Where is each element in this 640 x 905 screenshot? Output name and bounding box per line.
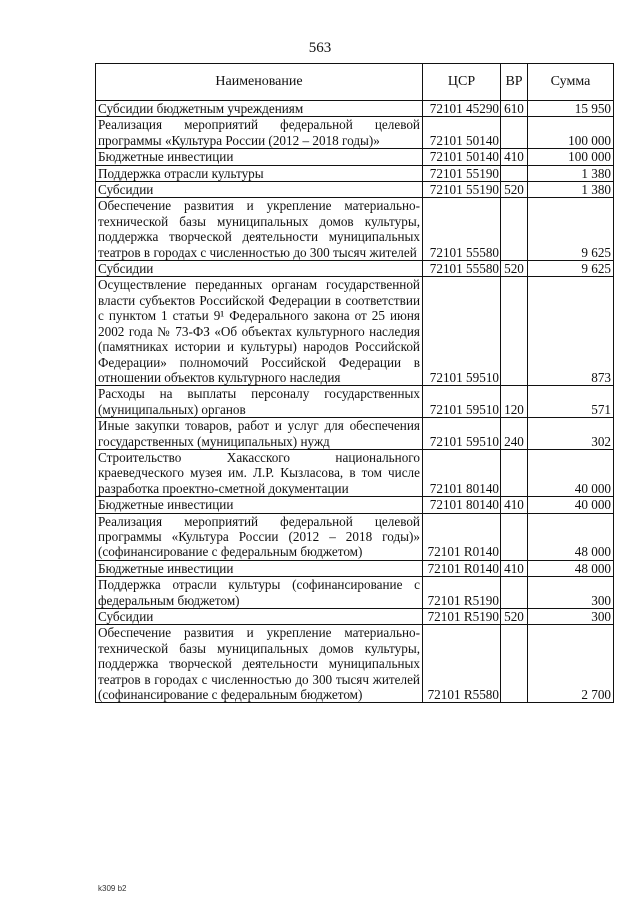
cell-csr: 72101 59510 (423, 386, 501, 418)
cell-vr (501, 117, 528, 149)
cell-vr (501, 198, 528, 261)
cell-csr: 72101 50140 (423, 149, 501, 165)
cell-vr (501, 449, 528, 496)
table-row (96, 418, 614, 450)
table-row (96, 101, 614, 117)
footer-code: k309 b2 (98, 884, 127, 893)
cell-sum: 2 700 (528, 625, 614, 703)
header-sum: Сумма (528, 64, 614, 101)
cell-name: Бюджетные инвестиции (96, 149, 423, 165)
cell-sum: 48 000 (528, 513, 614, 560)
header-vr: ВР (501, 64, 528, 101)
cell-sum: 40 000 (528, 497, 614, 513)
cell-sum: 571 (528, 386, 614, 418)
cell-vr: 410 (501, 149, 528, 165)
table-header-row (96, 64, 614, 101)
cell-vr: 610 (501, 101, 528, 117)
cell-csr: 72101 55190 (423, 182, 501, 198)
cell-vr: 120 (501, 386, 528, 418)
cell-vr (501, 625, 528, 703)
cell-csr: 72101 59510 (423, 277, 501, 386)
table-row (96, 117, 614, 149)
cell-csr: 72101 50140 (423, 117, 501, 149)
cell-name: Субсидии (96, 609, 423, 625)
table-row (96, 560, 614, 576)
cell-sum: 48 000 (528, 560, 614, 576)
cell-csr: 72101 45290 (423, 101, 501, 117)
cell-vr: 520 (501, 609, 528, 625)
table-body (96, 101, 614, 703)
cell-sum: 1 380 (528, 182, 614, 198)
cell-vr: 410 (501, 497, 528, 513)
table-row (96, 497, 614, 513)
table-row (96, 609, 614, 625)
cell-vr: 410 (501, 560, 528, 576)
cell-sum: 9 625 (528, 261, 614, 277)
cell-name: Реализация мероприятий федеральной целевой программы «Культура России (2012 – 2018 годы)» (софинансирование с федеральным бюджетом) (96, 513, 423, 560)
page-number: 563 (308, 40, 332, 56)
cell-name: Бюджетные инвестиции (96, 497, 423, 513)
table-row (96, 261, 614, 277)
header-name: Наименование (96, 64, 423, 101)
cell-vr (501, 513, 528, 560)
cell-name: Бюджетные инвестиции (96, 560, 423, 576)
cell-csr: 72101 R5190 (423, 577, 501, 609)
budget-table (95, 63, 614, 703)
cell-csr: 72101 R5580 (423, 625, 501, 703)
table-row (96, 182, 614, 198)
cell-sum: 300 (528, 577, 614, 609)
cell-csr: 72101 80140 (423, 449, 501, 496)
cell-csr: 72101 80140 (423, 497, 501, 513)
table-row (96, 513, 614, 560)
cell-vr (501, 165, 528, 181)
cell-vr (501, 577, 528, 609)
cell-name: Осуществление переданных органам государственной власти субъектов Российской Федерации в соответствии с пунктом 1 статьи 9¹ Федерального закона от 25 июня 2002 года № 73-ФЗ «Об объектах культурного наследия (памятниках истории и культуры) народов Российской Федерации» полномочий Российской Федерации в отношении объектов культурного наследия (96, 277, 423, 386)
table-row (96, 277, 614, 386)
cell-name: Реализация мероприятий федеральной целевой программы «Культура России (2012 – 2018 годы)» (96, 117, 423, 149)
table-row (96, 449, 614, 496)
cell-csr: 72101 59510 (423, 418, 501, 450)
cell-sum: 100 000 (528, 117, 614, 149)
cell-name: Иные закупки товаров, работ и услуг для обеспечения государственных (муниципальных) нужд (96, 418, 423, 450)
cell-sum: 300 (528, 609, 614, 625)
cell-csr: 72101 R0140 (423, 513, 501, 560)
cell-vr: 520 (501, 261, 528, 277)
table-row (96, 625, 614, 703)
cell-name: Субсидии бюджетным учреждениям (96, 101, 423, 117)
cell-name: Поддержка отрасли культуры (96, 165, 423, 181)
cell-sum: 40 000 (528, 449, 614, 496)
table-row (96, 198, 614, 261)
cell-csr: 72101 55190 (423, 165, 501, 181)
table-row (96, 165, 614, 181)
cell-name: Субсидии (96, 261, 423, 277)
cell-sum: 9 625 (528, 198, 614, 261)
cell-sum: 1 380 (528, 165, 614, 181)
cell-csr: 72101 55580 (423, 198, 501, 261)
cell-sum: 873 (528, 277, 614, 386)
cell-csr: 72101 R5190 (423, 609, 501, 625)
cell-sum: 15 950 (528, 101, 614, 117)
cell-name: Обеспечение развития и укрепление материально-технической базы муниципальных домов культуры, поддержка творческой деятельности муниципальных театров в городах с численностью до 300 тысяч жителей (софинансирование с федеральным бюджетом) (96, 625, 423, 703)
cell-name: Строительство Хакасского национального краеведческого музея им. Л.Р. Кызласова, в том числе разработка проектно-сметной документации (96, 449, 423, 496)
cell-csr: 72101 55580 (423, 261, 501, 277)
cell-name: Поддержка отрасли культуры (софинансирование с федеральным бюджетом) (96, 577, 423, 609)
cell-sum: 302 (528, 418, 614, 450)
table-row (96, 386, 614, 418)
table-row (96, 577, 614, 609)
cell-name: Расходы на выплаты персоналу государственных (муниципальных) органов (96, 386, 423, 418)
cell-vr: 520 (501, 182, 528, 198)
cell-vr: 240 (501, 418, 528, 450)
cell-vr (501, 277, 528, 386)
header-csr: ЦСР (423, 64, 501, 101)
cell-csr: 72101 R0140 (423, 560, 501, 576)
cell-name: Субсидии (96, 182, 423, 198)
cell-name: Обеспечение развития и укрепление материально-технической базы муниципальных домов культуры, поддержка творческой деятельности муниципальных театров в городах с численностью до 300 тысяч жителей (96, 198, 423, 261)
cell-sum: 100 000 (528, 149, 614, 165)
table-row (96, 149, 614, 165)
